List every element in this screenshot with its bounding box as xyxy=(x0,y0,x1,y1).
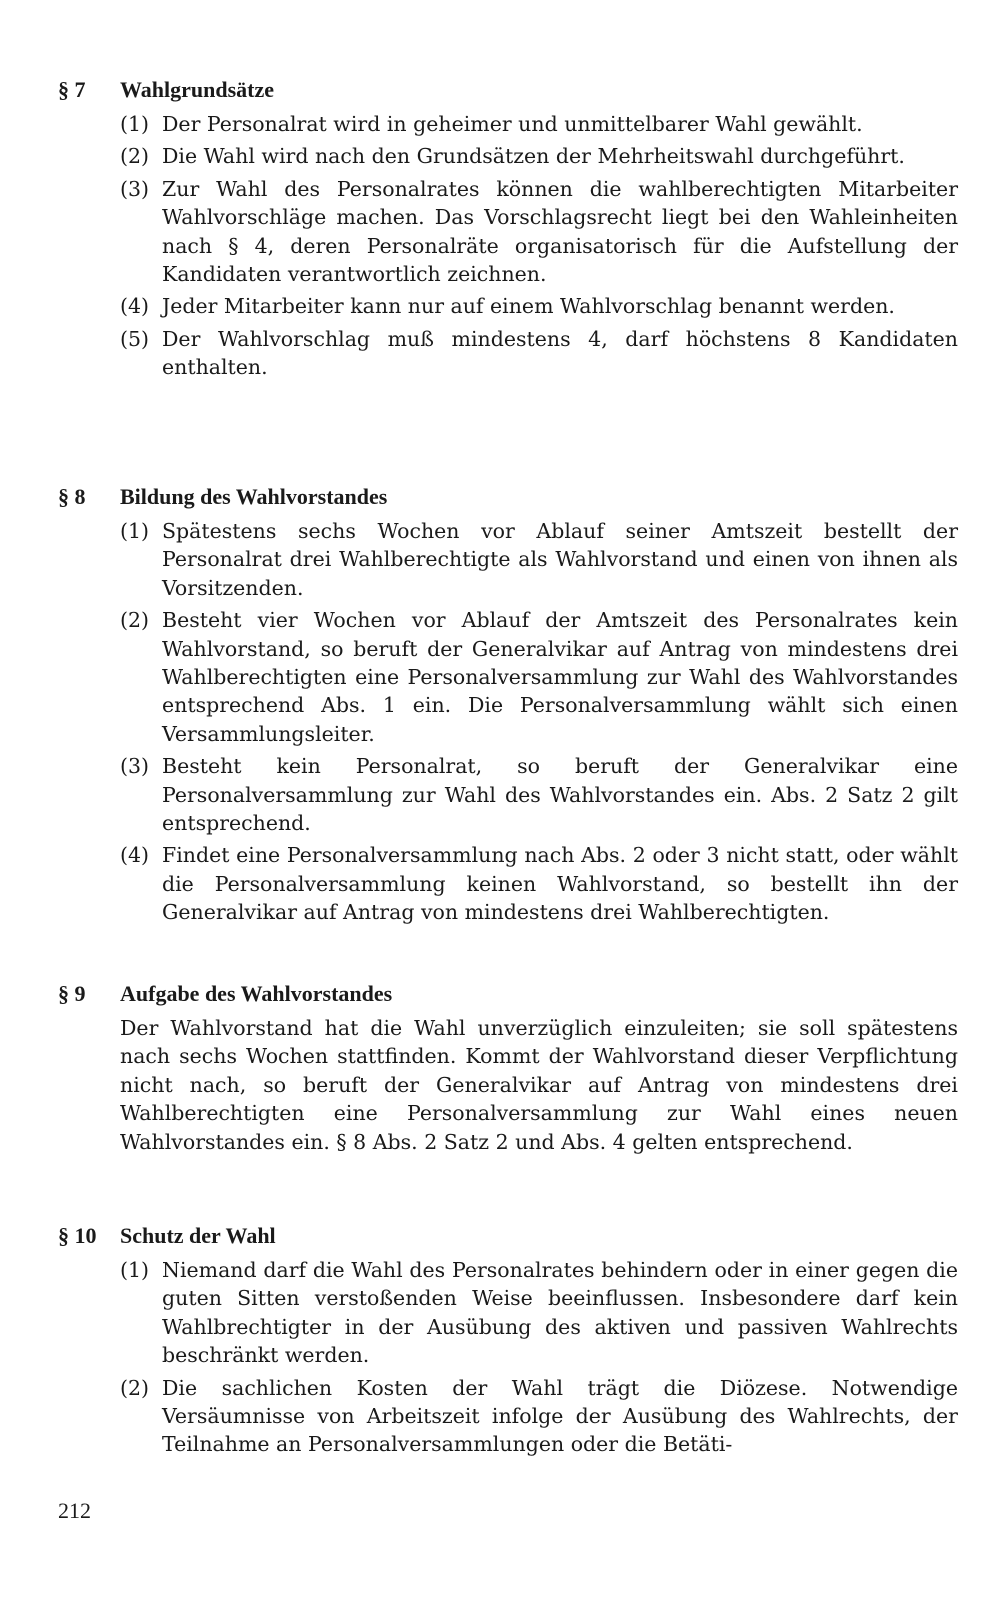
paragraph-text: Jeder Mitarbeiter kann nur auf einem Wahlvorschlag benannt werden. xyxy=(162,294,895,319)
paragraph xyxy=(58,175,958,289)
section-title: Aufgabe des Wahlvorstandes xyxy=(120,981,393,1006)
paragraph xyxy=(58,292,958,320)
section-8 xyxy=(58,483,958,931)
paragraph xyxy=(58,606,958,748)
paragraph-text: Findet eine Personalversammlung nach Abs. 2 oder 3 nicht statt, oder wählt die Personalversammlung keinen Wahlvorstand, so bestellt ihn der Generalvikar auf Antrag von mindestens drei Wahlberechtigten. xyxy=(162,843,958,925)
paragraph-text: Besteht vier Wochen vor Ablauf der Amtszeit des Personalrates kein Wahlvorstand, so beruft der Generalvikar auf Antrag von mindestens drei Wahlberechtigten eine Personalversammlung zur Wahl des Wahlvorstandes entsprechend Abs. 1 ein. Die Personalversammlung wählt sich einen Versammlungsleiter. xyxy=(162,608,958,746)
paragraph xyxy=(58,752,958,837)
section-number: § 8 xyxy=(58,484,86,509)
section-heading xyxy=(58,1222,958,1250)
paragraph-text: Die sachlichen Kosten der Wahl trägt die Diözese. Notwendige Versäumnisse von Arbeitszeit infolge der Ausübung des Wahlrechts, der Teilnahme an Personalversammlungen oder die Betäti- xyxy=(162,1375,958,1457)
section-number: § 9 xyxy=(58,981,86,1006)
section-number: § 7 xyxy=(58,77,86,102)
section-title: Schutz der Wahl xyxy=(120,1223,276,1248)
section-body-text: Der Wahlvorstand hat die Wahl unverzüglich einzuleiten; sie soll spätestens nach sechs Wochen stattfinden. Kommt der Wahlvorstand dieser Verpflichtung nicht nach, so beruft der Generalvikar auf Antrag von mindestens drei Wahlberechtigten eine Personalversammlung zur Wahl eines neuen Wahlvorstandes ein. § 8 Abs. 2 Satz 2 und Abs. 4 gelten entsprechend. xyxy=(120,1016,958,1154)
page-number: 212 xyxy=(58,1498,91,1523)
paragraph xyxy=(58,517,958,602)
paragraph-number: (1) xyxy=(120,1258,150,1282)
paragraph-number: (2) xyxy=(120,144,150,169)
paragraph-number: (1) xyxy=(120,519,150,543)
section-title: Bildung des Wahlvorstandes xyxy=(120,484,388,509)
paragraph-text: Spätestens sechs Wochen vor Ablauf seiner Amtszeit bestellt der Personalrat drei Wahlberechtigte als Wahlvorstand und einen von ihnen als Vorsitzenden. xyxy=(162,519,958,600)
paragraph-number: (2) xyxy=(120,1375,150,1400)
section-9 xyxy=(58,980,958,1156)
paragraph-text: Der Personalrat wird in geheimer und unmittelbarer Wahl gewählt. xyxy=(162,112,863,136)
paragraph-number: (1) xyxy=(120,112,150,136)
paragraph-number: (3) xyxy=(120,176,150,201)
paragraph-text: Niemand darf die Wahl des Personalrates behindern oder in einer gegen die guten Sitten verstoßenden Weise beeinflussen. Insbesondere darf kein Wahlbrechtigter in der Ausübung des aktiven und passiven Wahlrechts beschränkt werden. xyxy=(162,1258,958,1368)
paragraph-text: Der Wahlvorschlag muß mindestens 4, darf höchstens 8 Kandidaten enthalten. xyxy=(162,326,958,380)
section-10 xyxy=(58,1222,958,1463)
paragraph-number: (5) xyxy=(120,326,150,351)
paragraph-number: (3) xyxy=(120,754,150,779)
section-heading xyxy=(58,980,958,1008)
section-heading xyxy=(58,76,958,104)
section-number: § 10 xyxy=(58,1223,97,1248)
paragraph xyxy=(58,110,958,138)
paragraph xyxy=(58,1374,958,1459)
paragraph-number: (2) xyxy=(120,608,150,633)
paragraph xyxy=(58,1256,958,1370)
paragraph-text: Zur Wahl des Personalrates können die wahlberechtigten Mitarbeiter Wahlvorschläge machen. Das Vorschlagsrecht liegt bei den Wahleinheiten nach § 4, deren Personalräte organisatorisch für die Aufstellung der Kandidaten verantwortlich zeichnen. xyxy=(162,176,958,287)
paragraph-number: (4) xyxy=(120,294,150,319)
section-heading xyxy=(58,483,958,511)
paragraph-text: Besteht kein Personalrat, so beruft der Generalvikar eine Personalversammlung zur Wahl des Wahlvorstandes ein. Abs. 2 Satz 2 gilt entsprechend. xyxy=(162,754,958,836)
paragraph xyxy=(58,325,958,382)
section-title: Wahlgrundsätze xyxy=(120,77,275,102)
paragraph xyxy=(58,142,958,170)
paragraph-number: (4) xyxy=(120,843,150,868)
paragraph-text: Die Wahl wird nach den Grundsätzen der Mehrheitswahl durchgeführt. xyxy=(162,144,905,169)
section-7 xyxy=(58,76,958,386)
paragraph xyxy=(58,841,958,926)
